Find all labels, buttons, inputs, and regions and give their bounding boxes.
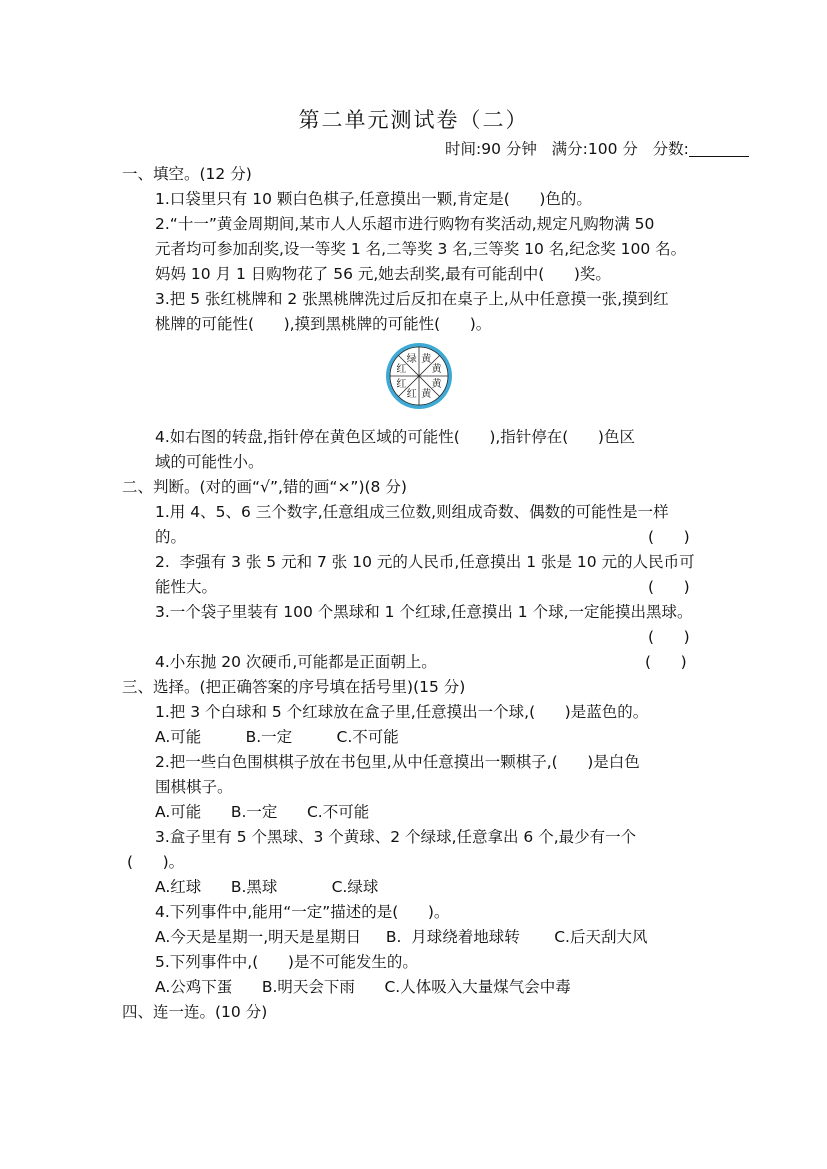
s2-q3-answer-paren[interactable]: ( ) <box>648 628 690 646</box>
s3-q2-line2: 围棋棋子。 <box>155 778 233 796</box>
s1-q2-line1: 2.“十一”黄金周期间,某市人人乐超市进行购物有奖活动,规定凡购物满 50 <box>155 215 655 233</box>
spinner-sector-label: 黄 <box>421 389 432 401</box>
spinner-sector-label: 红 <box>396 378 407 390</box>
s3-q3-options: A.红球 B.黑球 C.绿球 <box>155 878 379 896</box>
s3-q3-line1: 3.盒子里有 5 个黑球、3 个黄球、2 个绿球,任意拿出 6 个,最少有一个 <box>155 828 637 846</box>
page-title: 第二单元测试卷（二） <box>298 108 529 132</box>
s1-q3-line1: 3.把 5 张红桃牌和 2 张黑桃牌洗过后反扣在桌子上,从中任意摸一张,摸到红 <box>155 290 669 308</box>
s3-q3-line2: ( )。 <box>127 853 185 871</box>
s1-q4-line2: 域的可能性小。 <box>155 453 264 471</box>
s3-q2-options: A.可能 B.一定 C.不可能 <box>155 803 370 821</box>
spinner-sector-label: 黄 <box>421 353 432 365</box>
section3-heading: 三、选择。(把正确答案的序号填在括号里)(15 分) <box>122 678 466 696</box>
s2-q3-line1: 3.一个袋子里装有 100 个黑球和 1 个红球,任意摸出 1 个球,一定能摸出黑球。 <box>155 603 693 621</box>
s2-q1-line1: 1.用 4、5、6 三个数字,任意组成三位数,则组成奇数、偶数的可能性是一样 <box>155 503 669 521</box>
spinner-sector-label: 绿 <box>406 353 417 365</box>
s2-q4-line1: 4.小东抛 20 次硬币,可能都是正面朝上。 <box>155 653 437 671</box>
exam-info-text: 时间:90 分钟 满分:100 分 分数: <box>445 140 689 158</box>
s1-q1: 1.口袋里只有 10 颗白色棋子,任意摸出一颗,肯定是( )色的。 <box>155 190 592 208</box>
exam-info <box>445 138 749 160</box>
s1-q3-line2: 桃牌的可能性( ),摸到黑桃牌的可能性( )。 <box>155 315 492 333</box>
s2-q2-line1: 2. 李强有 3 张 5 元和 7 张 10 元的人民币,任意摸出 1 张是 10 元的人民币可 <box>155 553 695 571</box>
s2-q4-answer-paren[interactable]: ( ) <box>645 653 687 671</box>
spinner-sector-label: 黄 <box>431 364 442 376</box>
section1-heading: 一、填空。(12 分) <box>122 165 252 183</box>
s1-q2-line2: 元者均可参加刮奖,设一等奖 1 名,二等奖 3 名,三等奖 10 名,纪念奖 100 名。 <box>155 240 687 258</box>
spinner-diagram <box>384 341 454 411</box>
section4-heading: 四、连一连。(10 分) <box>122 1003 268 1021</box>
spinner-dividers <box>390 347 448 405</box>
s2-q1-answer-paren[interactable]: ( ) <box>648 528 690 546</box>
s2-q2-line2: 能性大。 <box>155 578 218 596</box>
spinner-sector-label: 黄 <box>431 378 442 390</box>
s3-q5: 5.下列事件中,( )是不可能发生的。 <box>155 953 418 971</box>
s3-q1-options: A.可能 B.一定 C.不可能 <box>155 728 399 746</box>
score-blank <box>689 140 749 157</box>
section2-heading: 二、判断。(对的画“√”,错的画“×”)(8 分) <box>122 478 407 496</box>
s2-q1-line2: 的。 <box>155 528 187 546</box>
s3-q5-options: A.公鸡下蛋 B.明天会下雨 C.人体吸入大量煤气会中毒 <box>155 978 571 996</box>
spinner-sector-label: 红 <box>396 364 407 376</box>
s1-q2-line3: 妈妈 10 月 1 日购物花了 56 元,她去刮奖,最有可能刮中( )奖。 <box>155 265 611 283</box>
s1-q4-line1: 4.如右图的转盘,指针停在黄色区域的可能性( ),指针停在( )色区 <box>155 428 635 446</box>
spinner-sector-label: 红 <box>406 389 417 401</box>
s3-q1: 1.把 3 个白球和 5 个红球放在盒子里,任意摸出一个球,( )是蓝色的。 <box>155 703 649 721</box>
s3-q4-options: A.今天是星期一,明天是星期日 B. 月球绕着地球转 C.后天刮大风 <box>155 928 648 946</box>
s3-q4: 4.下列事件中,能用“一定”描述的是( )。 <box>155 903 450 921</box>
s2-q2-answer-paren[interactable]: ( ) <box>648 578 690 596</box>
s3-q2-line1: 2.把一些白色围棋棋子放在书包里,从中任意摸出一颗棋子,( )是白色 <box>155 753 640 771</box>
